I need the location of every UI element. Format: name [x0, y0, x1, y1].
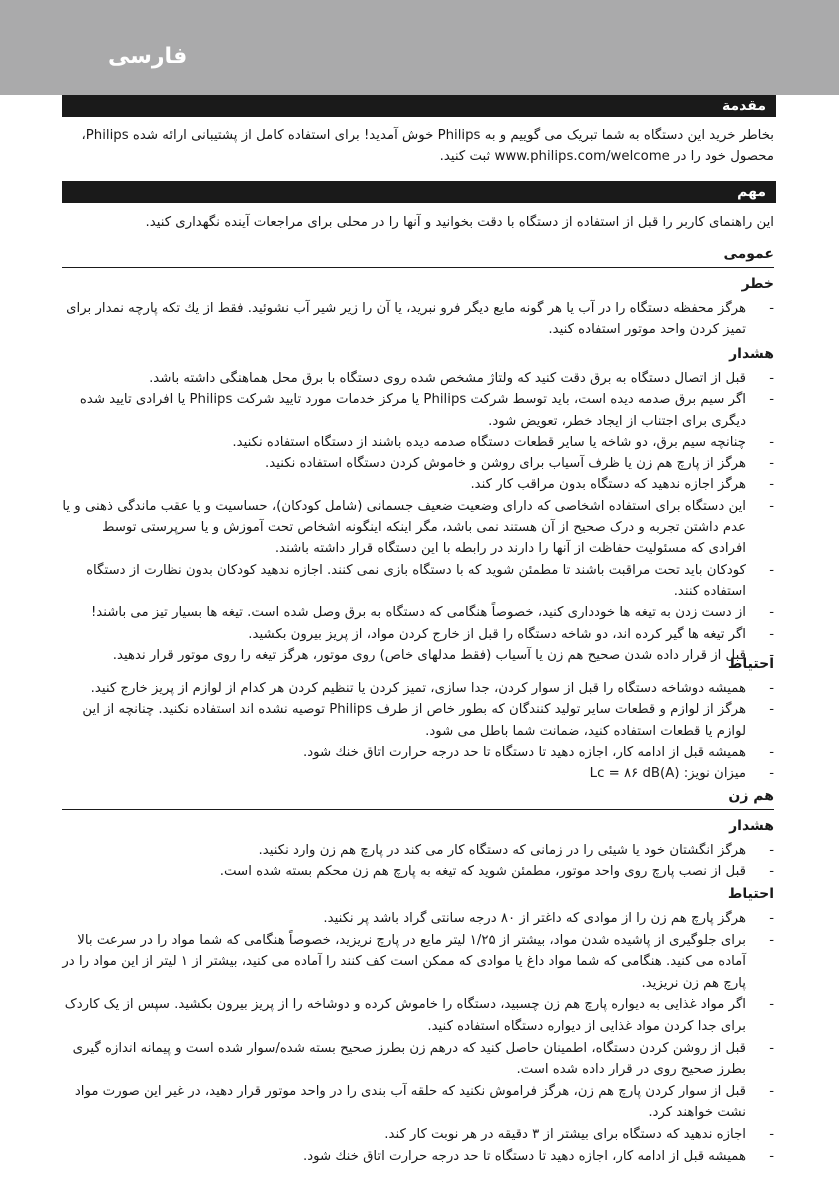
warning-list — [62, 368, 774, 666]
language-banner — [0, 0, 839, 95]
important-heading: مهم — [62, 181, 776, 203]
blender-heading: هم زن — [62, 786, 774, 810]
list-item: - کودکان باید تحت مراقبت باشند تا مطمئن شوید که با دستگاه بازی نمی کنند. اجازه ندهید کودکان بدون نظارت از دستگاه استفاده کنند. — [62, 560, 774, 603]
list-item: - اگر مواد غذایی به دیواره پارچ هم زن چسبید، دستگاه را خاموش کرده و دوشاخه را از پریز بیرون بکشید. سپس از یک کاردک برای جدا کردن مواد غذایی از دیواره دستگاه استفاده کنید. — [62, 994, 774, 1037]
list-item: - همیشه قبل از ادامه کار، اجازه دهید تا دستگاه تا حد درجه حرارت اتاق خنك شود. — [62, 742, 774, 763]
list-item: - برای جلوگیری از پاشیده شدن مواد، بیشتر از ۱/۲۵ لیتر مایع در پارچ نریزید، خصوصاً هنگامی که شما مواد را در سرعت بالا آماده می کنید. هنگامی که شما مواد داغ یا موادی که ممکن است کف کنند را آماده می کنید، بیشتر از ۱ لیتر از این مواد را در پارچ هم زن نریزید. — [62, 930, 774, 995]
list-item: - اجازه ندهید که دستگاه برای بیشتر از ۳ دقیقه در هر نوبت کار کند. — [62, 1124, 774, 1146]
list-item: - اگر تیغه ها گیر کرده اند، دو شاخه دستگاه را قبل از خارج کردن مواد، از پریز بیرون بکشید. — [62, 624, 774, 645]
list-item: - هرگز اجازه ندهید كه دستگاه بدون مراقب كار كند. — [62, 474, 774, 495]
list-item: - قبل از قرار داده شدن صحیح هم زن یا آسیاب (فقط مدلهای خاص) روی موتور، هرگز تیغه را روی موتور قرار ندهید. — [62, 645, 774, 666]
list-item: - قبل از نصب پارچ روی واحد موتور، مطمئن شوید که تیغه به پارچ هم زن محکم بسته شده است. — [62, 861, 774, 882]
intro-heading: مقدمة — [62, 95, 776, 117]
list-item: - هرگز انگشتان خود یا شیئی را در زمانی که دستگاه کار می کند در پارچ هم زن وارد نکنید. — [62, 840, 774, 861]
general-heading: عمومی — [62, 244, 774, 268]
list-item: - قبل از اتصال دستگاه به برق دقت کنید که ولتاژ مشخص شده روی دستگاه با برق محل هماهنگی داشته باشد. — [62, 368, 774, 389]
list-item: - چنانچه سیم برق، دو شاخه یا سایر قطعات دستگاه صدمه دیده باشند از دستگاه استفاده نكنید. — [62, 432, 774, 453]
list-item: - قبل از روشن کردن دستگاه، اطمینان حاصل کنید که درهم زن بطرز صحیح بسته شده/سوار شده است و پیمانه اندازه گیری بطرز صحیح روی در قرار داده شده است. — [62, 1038, 774, 1081]
list-item: - از دست زدن به تیغه ها خودداری کنید، خصوصاً هنگامی که دستگاه به برق وصل شده است. تیغه ها بسیار تیز می باشند! — [62, 602, 774, 623]
danger-list — [62, 298, 774, 341]
blender-caution-list — [62, 908, 774, 1167]
blender-warning-heading: هشدار — [729, 818, 774, 834]
list-item: - میزان نویز: Lc = ۸۶ dB(A) — [62, 763, 774, 784]
blender-warning-list — [62, 840, 774, 883]
caution-heading: احتیاط — [727, 656, 774, 672]
important-paragraph: این راهنمای کاربر را قبل از استفاده از دستگاه با دقت بخوانید و آنها را در محلی برای مراجعات آینده نگهداری کنید. — [145, 215, 774, 230]
list-item: - همیشه دوشاخه دستگاه را قبل از سوار کردن، جدا سازی، تمیز کردن یا تنظیم کردن هر کدام از لوازم از پریز خارج کنید. — [62, 678, 774, 699]
list-item: - هرگز محفظه دستگاه را در آب یا هر گونه مایع دیگر فرو نبرید، یا آن را زیر شیر آب نشوئید. فقط از یك تكه پارچه نمدار برای تمیز كردن واحد موتور استفاده كنید. — [62, 298, 774, 341]
list-item: - همیشه قبل از ادامه کار، اجازه دهید تا دستگاه تا حد درجه حرارت اتاق خنك شود. — [62, 1146, 774, 1168]
caution-list — [62, 678, 774, 784]
danger-heading: خطر — [741, 276, 774, 292]
warning-heading: هشدار — [729, 346, 774, 362]
language-title: فارسی — [108, 44, 188, 69]
list-item: - این دستگاه برای استفاده اشخاصی که دارای وضعیت ضعیف جسمانی (شامل کودکان)، حساسیت و یا عقب ماندگی ذهنی و یا عدم داشتن تجربه و درک صحیح از آن هستند نمی باشد، مگر اینکه اینگونه اشخاص تحت آموزش و یا سرپرستی توسط افرادی که مسئولیت حفاظت از آنها را دارند در رابطه با این دستگاه قرار داشته باشند. — [62, 496, 774, 560]
list-item: - قبل از سوار کردن پارچ هم زن، هرگز فراموش نکنید که حلقه آب بندی را در واحد موتور قرار دهید، در غیر این صورت مواد نشت خواهند کرد. — [62, 1081, 774, 1124]
list-item: - هرگز پارچ هم زن را از موادی که داغتر از ۸۰ درجه سانتی گراد باشد پر نکنید. — [62, 908, 774, 930]
blender-caution-heading: احتیاط — [727, 886, 774, 902]
intro-paragraph: بخاطر خرید این دستگاه به شما تبریک می گوییم و به Philips خوش آمدید! برای استفاده کامل از پشتیبانی ارائه شده Philips، محصول خود را در www.philips.com/welcome ثبت کنید. — [81, 128, 774, 164]
list-item: - اگر سیم برق صدمه دیده است، باید توسط شرکت Philips یا مرکز خدمات مورد تایید شرکت Philips یا افرادی تایید شده دیگری برای اجتناب از ایجاد خطر، تعویض شود. — [62, 389, 774, 432]
list-item: - هرگز از لوازم و قطعات سایر تولید کنندگان که بطور خاص از طرف Philips توصیه نشده اند استفاده نکنید. چنانچه از این لوازم یا قطعات استفاده کنید، ضمانت شما باطل می شود. — [62, 699, 774, 742]
list-item: - هرگز از پارچ هم زن یا ظرف آسیاب برای روشن و خاموش كردن دستگاه استفاده نكنید. — [62, 453, 774, 474]
